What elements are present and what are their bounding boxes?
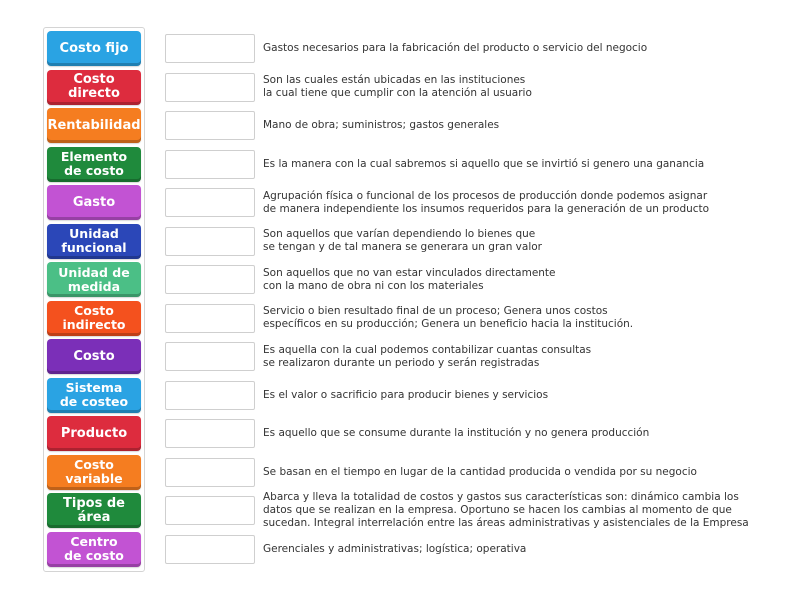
answer-tile[interactable]: Costo indirecto <box>47 301 141 336</box>
answer-tile[interactable]: Costo variable <box>47 455 141 490</box>
answer-tile[interactable]: Elemento de costo <box>47 147 141 182</box>
answer-tile[interactable]: Costo <box>47 339 141 374</box>
answer-tile[interactable]: Centro de costo <box>47 532 141 567</box>
drop-slot[interactable] <box>165 34 255 63</box>
definition-text: Agrupación física o funcional de los procesos de producción donde podemos asignar de manera independiente los insumos requeridos para la generación de un producto <box>263 189 710 215</box>
answer-tile[interactable]: Sistema de costeo <box>47 378 141 413</box>
drop-slot[interactable] <box>165 381 255 410</box>
definition-text: Mano de obra; suministros; gastos generales <box>263 119 500 131</box>
drop-slot[interactable] <box>165 304 255 333</box>
drop-slot[interactable] <box>165 419 255 448</box>
definition-text: Servicio o bien resultado final de un proceso; Genera unos costos específicos en su producción; Genera un beneficio hacia la institución. <box>263 305 634 330</box>
definition-text: Se basan en el tiempo en lugar de la cantidad producida o vendida por su negocio <box>263 465 697 478</box>
definition-text: Es el valor o sacrificio para producir bienes y servicios <box>263 388 549 401</box>
answer-tile[interactable]: Producto <box>47 416 141 451</box>
drop-slot[interactable] <box>165 227 255 256</box>
definition-text: Gerenciales y administrativas; logística; operativa <box>263 542 527 555</box>
drop-slot[interactable] <box>165 150 255 179</box>
definition-text: Es aquella con la cual podemos contabilizar cuantas consultas se realizaron durante un periodo y serán registradas <box>263 343 592 369</box>
definition-text: Son las cuales están ubicadas en las instituciones la cual tiene que cumplir con la atención al usuario <box>263 74 532 99</box>
drop-slot[interactable] <box>165 496 255 525</box>
answer-tile[interactable]: Unidad de medida <box>47 262 141 297</box>
definition-text: Son aquellos que varían dependiendo lo bienes que se tengan y de tal manera se generara un gran valor <box>263 228 542 253</box>
drop-slot[interactable] <box>165 265 255 294</box>
drop-slot[interactable] <box>165 188 255 217</box>
definition-text: Gastos necesarios para la fabricación del producto o servicio del negocio <box>263 42 648 54</box>
drop-slot[interactable] <box>165 458 255 487</box>
definition-text: Es aquello que se consume durante la institución y no genera producción <box>263 427 650 439</box>
drop-slot[interactable] <box>165 73 255 102</box>
drop-slot[interactable] <box>165 111 255 140</box>
answer-tile[interactable]: Costo fijo <box>47 31 141 66</box>
definition-text: Es la manera con la cual sabremos si aquello que se invirtió si genero una ganancia <box>263 157 705 170</box>
definition-text: Abarca y lleva la totalidad de costos y gastos sus características son: dinámico cambia los datos que se realizan en la empresa. Oportuno se hacen los cambias al momento de que sucedan. Integral interrelación entre las áreas administrativas y asistenciales de la Empresa <box>263 491 749 529</box>
answer-tile[interactable]: Gasto <box>47 185 141 220</box>
answer-tile[interactable]: Tipos de área <box>47 493 141 528</box>
drop-slot[interactable] <box>165 342 255 371</box>
answer-tile[interactable]: Unidad funcional <box>47 224 141 259</box>
answer-tile[interactable]: Rentabilidad <box>47 108 141 143</box>
drop-slot[interactable] <box>165 535 255 564</box>
answer-tile[interactable]: Costo directo <box>47 70 141 105</box>
definition-text: Son aquellos que no van estar vinculados directamente con la mano de obra ni con los materiales <box>263 266 556 292</box>
